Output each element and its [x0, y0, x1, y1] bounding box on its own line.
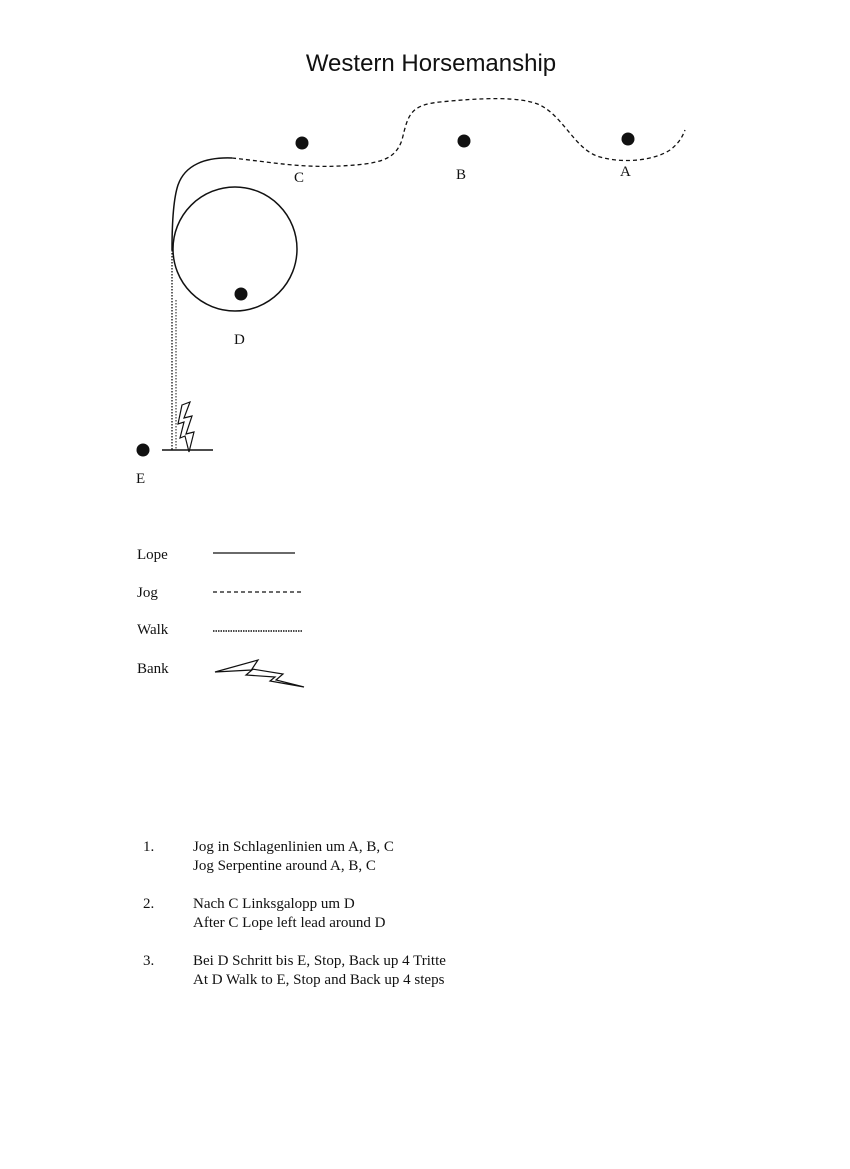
step-3 [143, 952, 446, 990]
step-text-english: After C Lope left lead around D [193, 915, 386, 931]
step-text-german: Jog in Schlagenlinien um A, B, C [193, 839, 394, 855]
cone-a-marker [622, 133, 635, 146]
step-text-german: Bei D Schritt bis E, Stop, Back up 4 Tritte [193, 953, 446, 969]
cone-e-label: E [136, 471, 146, 487]
cone-d-label: D [234, 332, 245, 348]
cone-b-marker [458, 135, 471, 148]
cone-d-marker [235, 288, 248, 301]
instructions-list [143, 838, 446, 1009]
legend-bank-label: Bank [137, 661, 169, 677]
legend-bank-icon [215, 660, 304, 687]
step-text-english: Jog Serpentine around A, B, C [193, 858, 376, 874]
page-title: Western Horsemanship [305, 50, 557, 77]
step-text-english: At D Walk to E, Stop and Back up 4 steps [193, 972, 445, 988]
cone-c-marker [296, 137, 309, 150]
step-number: 3. [143, 953, 155, 969]
step-number: 2. [143, 896, 155, 912]
step-1 [143, 838, 446, 876]
backup-bolt-icon [178, 402, 194, 452]
legend-lope-label: Lope [137, 547, 168, 563]
step-2 [143, 895, 446, 933]
cone-c-label: C [294, 170, 305, 186]
jog-serpentine-path [232, 99, 685, 167]
cone-e-marker [137, 444, 150, 457]
step-number: 1. [143, 839, 155, 855]
legend-jog-label: Jog [137, 585, 158, 601]
step-text-german: Nach C Linksgalopp um D [193, 896, 355, 912]
lope-path [172, 158, 232, 250]
cone-b-label: B [456, 167, 467, 183]
legend-walk-label: Walk [137, 622, 169, 638]
cone-a-label: A [620, 164, 631, 180]
